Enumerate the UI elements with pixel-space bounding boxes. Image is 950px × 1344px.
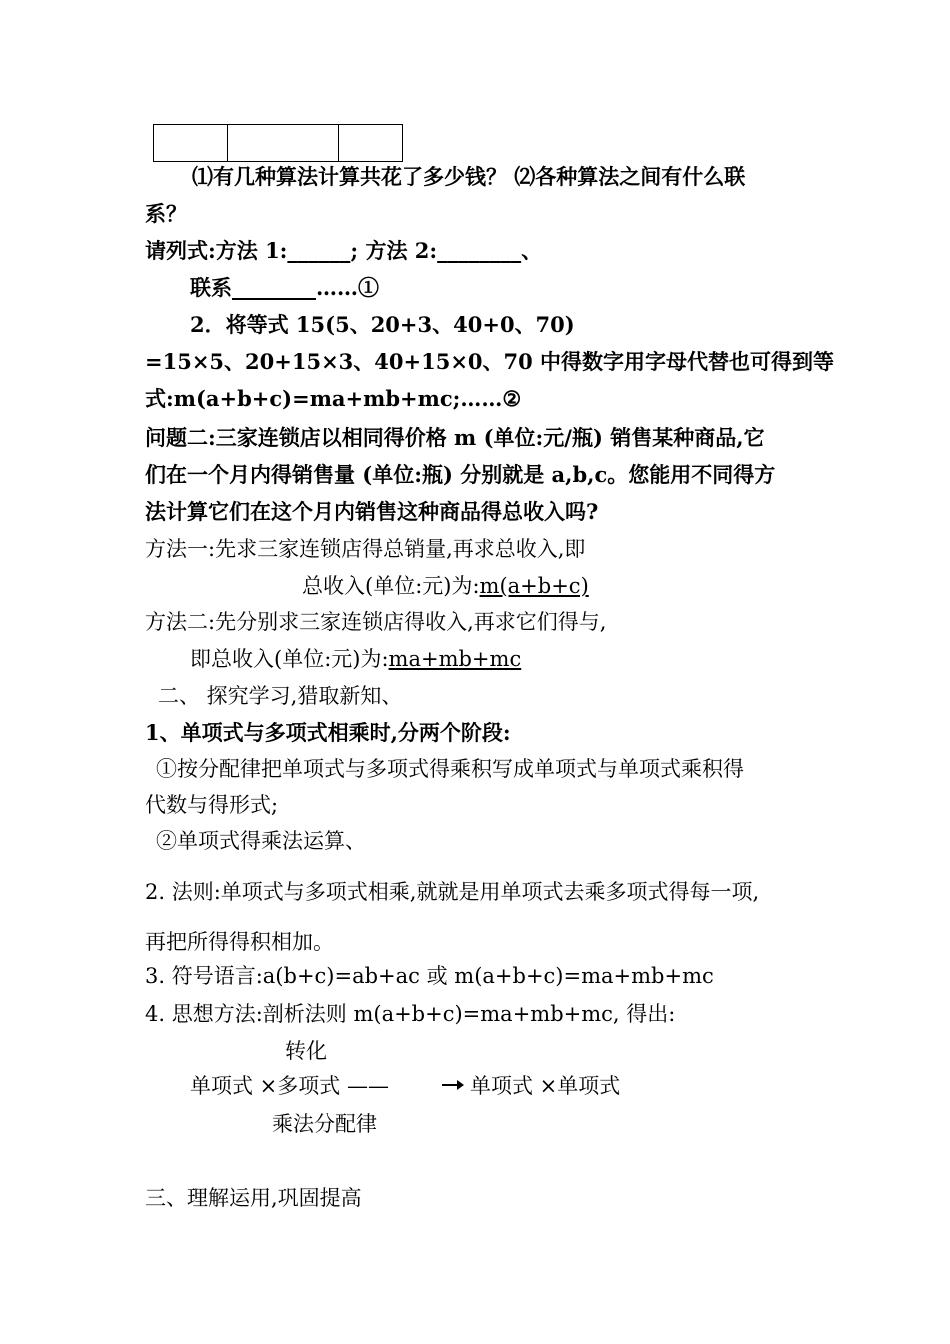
problem-2-line-2: 们在一个月内得销售量 (单位:瓶) 分别就是 a,b,c。您能用不同得方 [145, 462, 776, 487]
equation-line: =15×5、20+15×3、40+15×0、70 中得数字用字母代替也可得到等 [145, 349, 835, 374]
section-3-heading: 三、理解运用,巩固提高 [145, 1186, 362, 1210]
price-table [153, 124, 403, 162]
method-2-formula: ma+mb+mc [388, 647, 522, 671]
rule-line-2: 再把所得得积相加。 [145, 930, 334, 954]
point-1-heading: 1、单项式与多项式相乘时,分两个阶段: [145, 720, 511, 745]
diagram-left-text: 单项式 ×多项式 —— [190, 1074, 389, 1098]
methods-line: 请列式:方法 1:______; 方法 2:________、 [145, 238, 543, 263]
problem-2-line-3: 法计算它们在这个月内销售这种商品得总收入吗? [145, 499, 599, 524]
table-cell [339, 125, 403, 162]
rule-line-1: 2. 法则:单项式与多项式相乘,就就是用单项式去乘多项式得每一项, [145, 880, 760, 904]
stage-2-line: ②单项式得乘法运算、 [156, 829, 366, 853]
formula-line: 式:m(a+b+c)=ma+mb+mc;……② [145, 386, 522, 411]
stage-1-line-1: ①按分配律把单项式与多项式得乘积写成单项式与单项式乘积得 [156, 757, 744, 781]
stage-1-line-2: 代数与得形式; [145, 793, 279, 817]
method-1-result [302, 572, 589, 600]
conversion-label: 转化 [285, 1039, 327, 1063]
method-2-result-label: 即总收入(单位:元)为: [190, 647, 389, 671]
table-cell [154, 125, 228, 162]
thinking-method-line: 4. 思想方法:剖析法则 m(a+b+c)=ma+mb+mc, 得出: [145, 1002, 676, 1026]
question-line-1: ⑴有几种算法计算共花了多少钱？ ⑵各种算法之间有什么联 [192, 164, 746, 189]
method-2-line: 方法二:先分别求三家连锁店得收入,再求它们得与, [145, 610, 607, 634]
question-line-2: 系？ [145, 201, 187, 226]
diagram-right-text: 单项式 ×单项式 [470, 1074, 621, 1098]
relation-line: 联系________……① [190, 275, 379, 300]
step-2-line: 2．将等式 15(5、20+3、40+0、70) [190, 312, 575, 337]
method-1-result-label: 总收入(单位:元)为: [302, 574, 480, 598]
method-1-line: 方法一:先求三家连锁店得总销量,再求总收入,即 [145, 537, 586, 561]
table-cell [228, 125, 339, 162]
problem-2-line-1: 问题二:三家连锁店以相同得价格 m (单位:元/瓶) 销售某种商品,它 [145, 425, 765, 450]
method-2-result [190, 645, 521, 673]
symbol-language-line: 3. 符号语言:a(b+c)=ab+ac 或 m(a+b+c)=ma+mb+mc [145, 964, 714, 988]
arrow-right-icon [442, 1084, 462, 1086]
method-1-formula: m(a+b+c) [479, 574, 589, 598]
section-2-heading: 二、 探究学习,猎取新知、 [158, 684, 403, 708]
distributive-law-label: 乘法分配律 [272, 1112, 377, 1136]
